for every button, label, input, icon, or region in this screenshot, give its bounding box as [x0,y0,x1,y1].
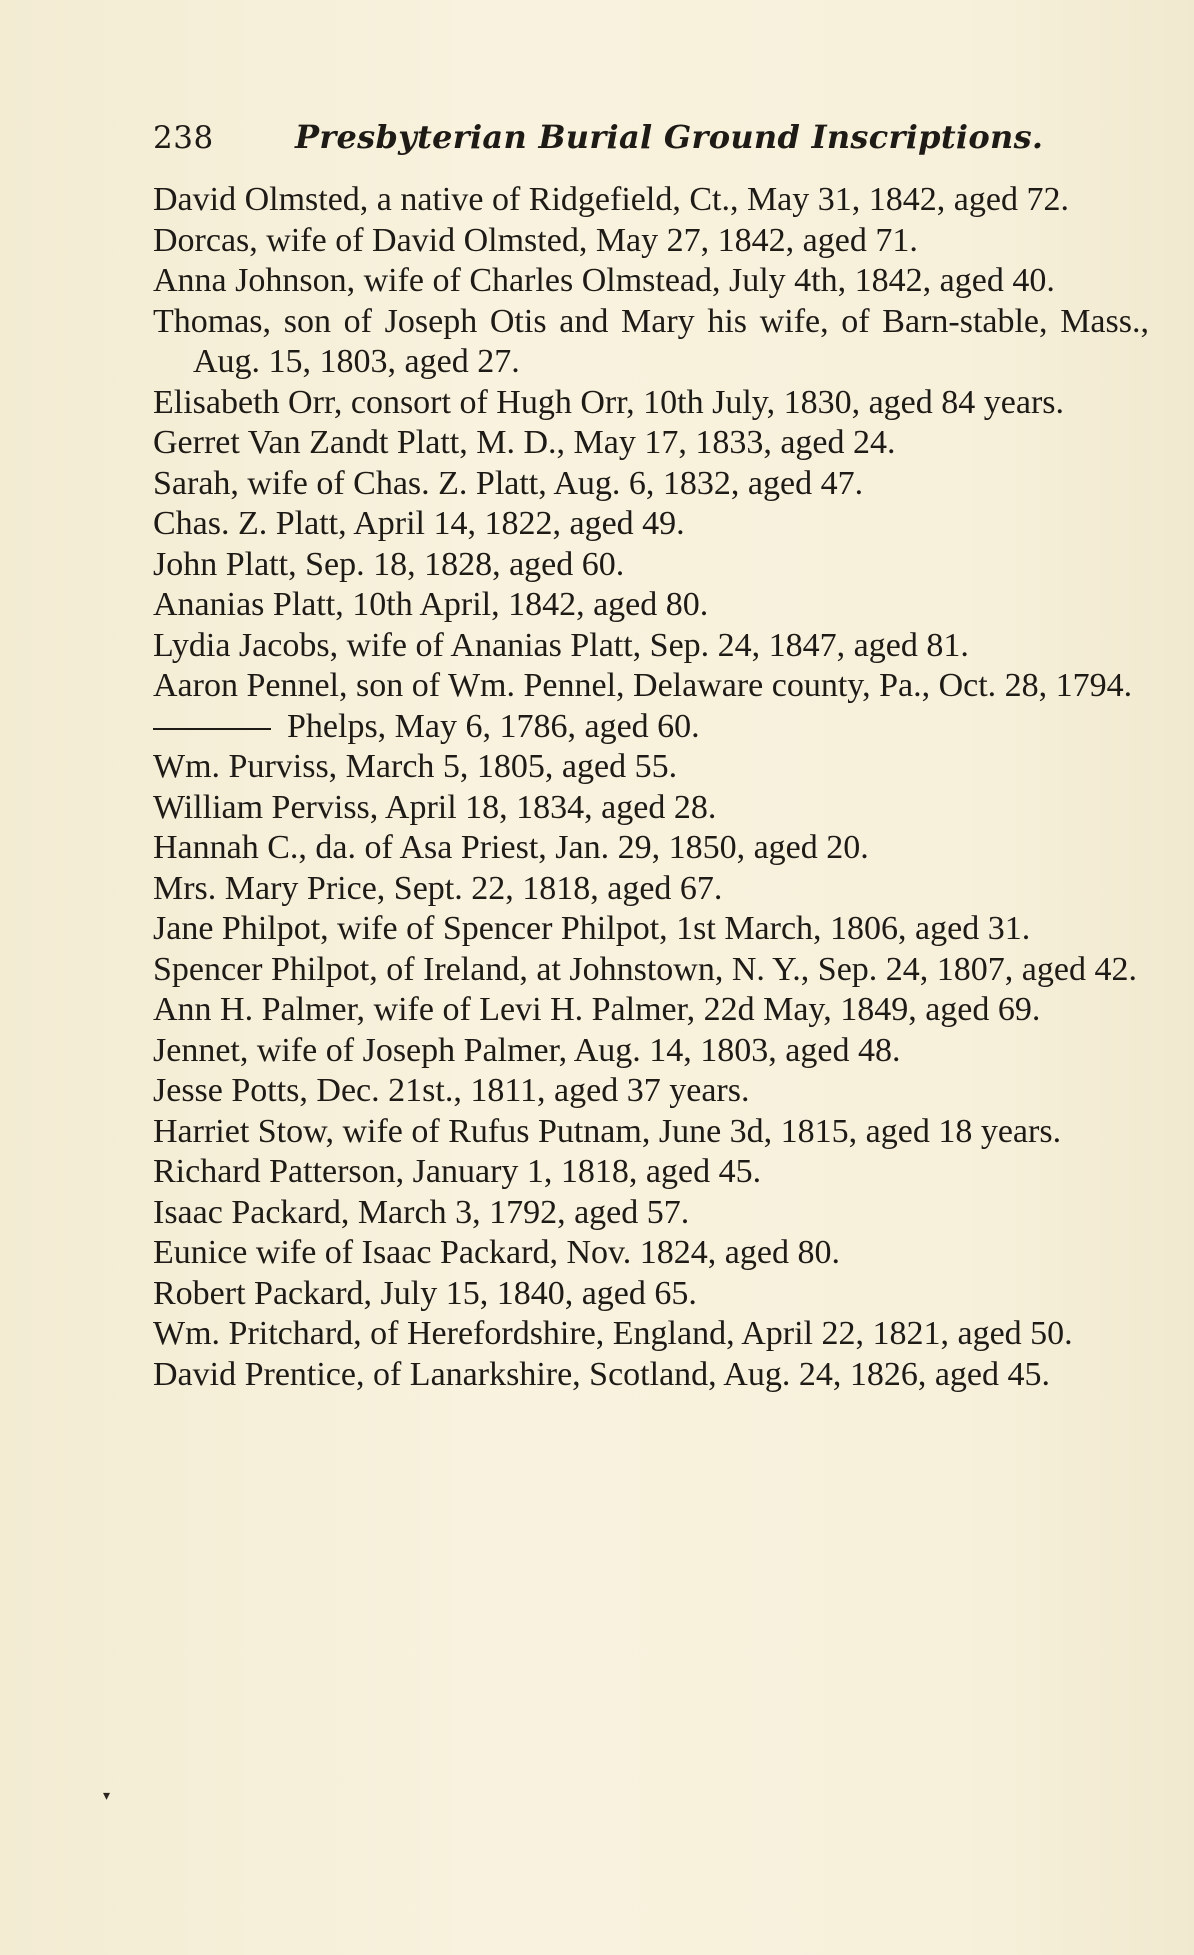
inscription-list [153,180,1149,1395]
inscription-entry: David Prentice, of Lanarkshire, Scotland, Aug. 24, 1826, aged 45. [153,1355,1051,1393]
inscription-entry: John Platt, Sep. 18, 1828, aged 60. [153,545,625,583]
inscription-entry: Ann H. Palmer, wife of Levi H. Palmer, 22d May, 1849, aged 69. [153,991,1041,1028]
inscription-entry: Spencer Philpot, of Ireland, at Johnstown, N. Y., Sep. 24, 1807, aged 42. [153,950,1137,988]
inscription-entry: Chas. Z. Platt, April 14, 1822, aged 49. [153,505,685,542]
inscription-entry: Elisabeth Orr, consort of Hugh Orr, 10th July, 1830, aged 84 years. [153,383,1064,421]
inscription-text: Phelps, May 6, 1786, aged 60. [287,707,700,745]
inscription-entry: Richard Patterson, January 1, 1818, aged 45. [153,1153,762,1190]
inscription-entry: David Olmsted, a native of Ridgefield, Ct., May 31, 1842, aged 72. [153,181,1069,218]
running-title: Presbyterian Burial Ground Inscriptions. [295,118,1044,156]
inscription-entry: Aaron Pennel, son of Wm. Pennel, Delaware county, Pa., Oct. 28, 1794. [153,667,1133,704]
inscription-entry: Mrs. Mary Price, Sept. 22, 1818, aged 67. [153,869,723,907]
inscription-entry: Sarah, wife of Chas. Z. Platt, Aug. 6, 1832, aged 47. [153,464,864,502]
inscription-entry-omitted-name [153,707,1149,748]
inscription-entry: Anna Johnson, wife of Charles Olmstead, July 4th, 1842, aged 40. [153,262,1055,299]
inscription-entry: Hannah C., da. of Asa Priest, Jan. 29, 1850, aged 20. [153,829,869,866]
inscription-entry: Wm. Pritchard, of Herefordshire, England, April 22, 1821, aged 50. [153,1315,1073,1352]
inscription-entry: Gerret Van Zandt Platt, M. D., May 17, 1833, aged 24. [153,424,896,461]
inscription-entry: Jennet, wife of Joseph Palmer, Aug. 14, 1803, aged 48. [153,1031,901,1069]
inscription-entry: Dorcas, wife of David Olmsted, May 27, 1842, aged 71. [153,221,918,259]
inscription-entry: Ananias Platt, 10th April, 1842, aged 80. [153,586,709,623]
inscription-entry: William Perviss, April 18, 1834, aged 28. [153,788,717,826]
margin-mark: ▾ [103,1788,111,1804]
inscription-entry: Harriet Stow, wife of Rufus Putnam, June 3d, 1815, aged 18 years. [153,1112,1062,1150]
running-header [153,112,1053,162]
omitted-name-dash [153,728,271,730]
inscription-entry: Wm. Purviss, March 5, 1805, aged 55. [153,748,678,785]
page-number: 238 [153,120,214,156]
inscription-entry: Isaac Packard, March 3, 1792, aged 57. [153,1193,690,1231]
inscription-entry: Jesse Potts, Dec. 21st., 1811, aged 37 years. [153,1072,750,1109]
inscription-entry: Jane Philpot, wife of Spencer Philpot, 1st March, 1806, aged 31. [153,910,1031,947]
inscription-entry: Eunice wife of Isaac Packard, Nov. 1824, aged 80. [153,1234,840,1271]
inscription-entry: Robert Packard, July 15, 1840, aged 65. [153,1274,697,1312]
inscription-entry: Thomas, son of Joseph Otis and Mary his wife, of Barn-stable, Mass., Aug. 15, 1803, aged 27. [153,302,1149,380]
inscription-entry: Lydia Jacobs, wife of Ananias Platt, Sep. 24, 1847, aged 81. [153,626,969,664]
